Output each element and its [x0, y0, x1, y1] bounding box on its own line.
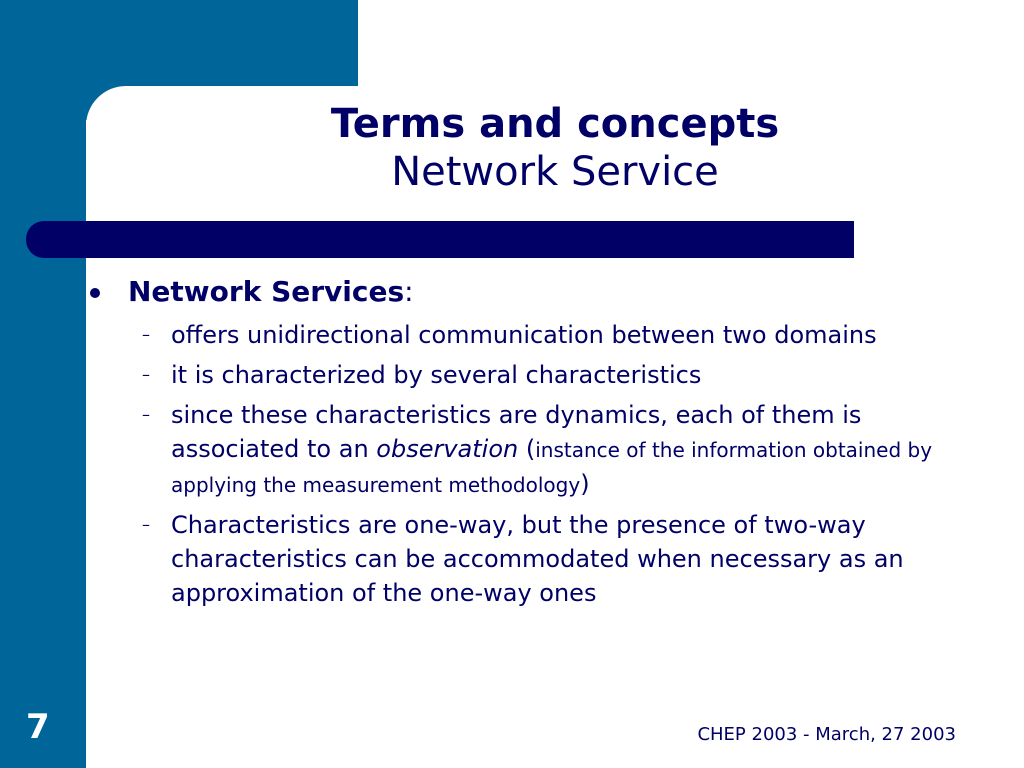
slide-body: [86, 270, 1006, 616]
sub-bullet-small-text: instance of the information obtained by applying the measurement methodology: [171, 438, 933, 497]
title-main: Terms and concepts: [330, 101, 780, 147]
sub-bullet-list: [86, 318, 1006, 610]
bullet-label: Network Services: [128, 275, 405, 308]
sub-bullet-item: [86, 318, 991, 352]
title-sub: Network Service: [391, 149, 719, 195]
sub-bullet-paren-close: ): [580, 470, 590, 498]
bullet-network-services: [86, 270, 1006, 314]
sub-bullet-item: [86, 398, 991, 502]
sub-bullet-italic: observation: [376, 435, 519, 463]
dash-icon: –: [142, 365, 150, 384]
dash-icon: –: [142, 515, 150, 534]
dash-icon: –: [142, 405, 150, 424]
slide-title: [86, 100, 1024, 196]
dash-icon: –: [142, 325, 150, 344]
sub-bullet-text: it is characterized by several characteristics: [171, 361, 702, 389]
sub-bullet-paren-open: (: [518, 435, 536, 463]
slide-number: 7: [26, 707, 50, 747]
sub-bullet-text: Characteristics are one-way, but the presence of two-way characteristics can be accommodated when necessary as an approximation of the one-way ones: [171, 511, 904, 607]
bullet-colon: :: [404, 275, 414, 308]
bullet-dot-icon: [90, 288, 100, 298]
sub-bullet-text: offers unidirectional communication between two domains: [171, 321, 877, 349]
title-underline-bar: [26, 221, 854, 258]
sub-bullet-item: [86, 358, 991, 392]
sub-bullet-item: [86, 508, 991, 610]
footer-text: CHEP 2003 - March, 27 2003: [697, 724, 956, 745]
sub-bullet-text: since these characteristics are dynamics, each of them is associated to an: [171, 401, 862, 463]
